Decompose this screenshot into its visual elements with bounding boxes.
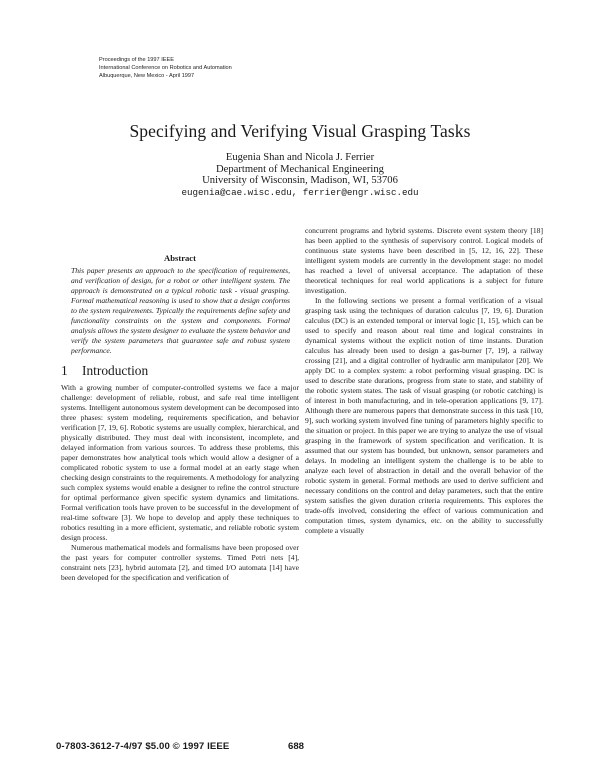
author-university: University of Wisconsin, Madison, WI, 53706 — [202, 175, 398, 187]
proceedings-line-2: International Conference on Robotics and Automation — [99, 65, 232, 71]
proceedings-header — [99, 56, 232, 80]
proceedings-line-1: Proceedings of the 1997 IEEE — [99, 57, 174, 63]
right-paragraph-1: concurrent programs and hybrid systems. Discrete event system theory [18] has been applied to the synthesis of supervisory control. Logical models of continuous state systems have been described in [5, 12, 16, 22]. These intelligent system models are currently in the development stage: no model has reached a level of universal acceptance. The adaptation of these theoretical techniques for real world applications is a subject for future investigation. — [305, 226, 543, 295]
author-block — [0, 152, 600, 198]
abstract-heading: Abstract — [164, 253, 196, 263]
intro-paragraph-2: Numerous mathematical models and formalisms have been proposed over the past years for computer controller systems. Timed Petri nets [4], constraint nets [23], hybrid automata [2], and timed I/O automata [14] have been developed for the specification and verification of — [61, 543, 299, 582]
right-paragraph-2: In the following sections we present a formal verification of a visual grasping task using the techniques of duration calculus [7, 19, 6]. Duration calculus (DC) is an extended temporal or interval logic [1, 15], which can be used to specify and reason about real time and logical constraints in dynamical systems without the explicit notion of time instants. Duration calculus has already been used to design a gas-burner [7, 19], a railway crossing [21], and a digital controller of hydraulic arm manipulator [20]. We apply DC to a complex system: a robot performing visual grasping. DC is used to describe state durations, progress from state to state, and stability of the robotic system states. The task of visual grasping (or robotic catching) is of interest in both manufacturing, and in tele-operation applications [9, 17]. Although there are numerous papers that demonstrate success in this task [10, 9], such working system involved fine tuning of parameters highly specific to the situation or project. In this paper we are trying to analyze the use of visual grasping in the framework of system specification and verification. It is assumed that our system has bounded, but unknown, sensor parameters and delays. In modeling an intelligent system the challenge is to be able to analyze each level of abstraction in detail and the overall behavior of the robotic system in general. Formal methods are used to derive sufficient and necessary conditions on the control and delay parameters, such that the entire system satisfies the given duration criteria requirements. This explores the trade-offs involved, considering the effect of various communication and computation times, system dynamics, etc. on the ability to successfully complete a visually — [305, 296, 543, 535]
section-heading-introduction — [61, 363, 299, 378]
page-number: 688 — [288, 741, 305, 752]
author-names: Eugenia Shan and Nicola J. Ferrier — [225, 152, 375, 163]
copyright-footer: 0-7803-3612-7-4/97 $5.00 © 1997 IEEE — [56, 741, 230, 752]
abstract-body: This paper presents an approach to the specification of requirements, and verification of design, for a robot or other intelligent system. The approach is demonstrated on a typical robotic task - visual grasping. Formal mathematical reasoning is used to show that a design conforms to the system requirements. Typically the requirements define safety and functionality constraints on the system and components. Formal analysis allows the system designer to evaluate the system behavior and verify the system parameters that guarantee safe and robust system performance. — [71, 266, 290, 355]
author-emails: eugenia@cae.wisc.edu, ferrier@engr.wisc.edu — [181, 186, 419, 198]
paper-title: Specifying and Verifying Visual Grasping Tasks — [129, 121, 471, 141]
right-column — [305, 226, 543, 536]
proceedings-line-3: Albuquerque, New Mexico - April 1997 — [99, 73, 195, 79]
section-number: 1 — [61, 363, 68, 378]
left-column — [61, 253, 299, 583]
author-department: Department of Mechanical Engineering — [216, 163, 384, 175]
section-title: Introduction — [82, 363, 149, 378]
intro-paragraph-1: With a growing number of computer-controlled systems we face a major challenge: development of reliable, robust, and safe real time intelligent systems. Intelligent autonomous system development can be decomposed into three phases: system modeling, requirements specification, and behavior verification [7, 19, 6]. Robotic systems are usually complex, hierarchical, and physically distributed. They must deal with inconsistent, incomplete, and delayed information from various sources. To address these problems, this paper demonstrates how analytical tools which would allow a designer of a complicated robotic system to use a formal model at an early stage when checking design constraints to the requirements. A methodology for analyzing such complex systems would enable a designer to refine the control structure for optimal performance given specific system dynamics and limitations. Formal verification tools have proven to be successful in the development of real-time software [3]. We hope to develop and apply these techniques to robotics resulting in a more efficient, systematic, and reliable robotic system design process. — [61, 383, 299, 542]
